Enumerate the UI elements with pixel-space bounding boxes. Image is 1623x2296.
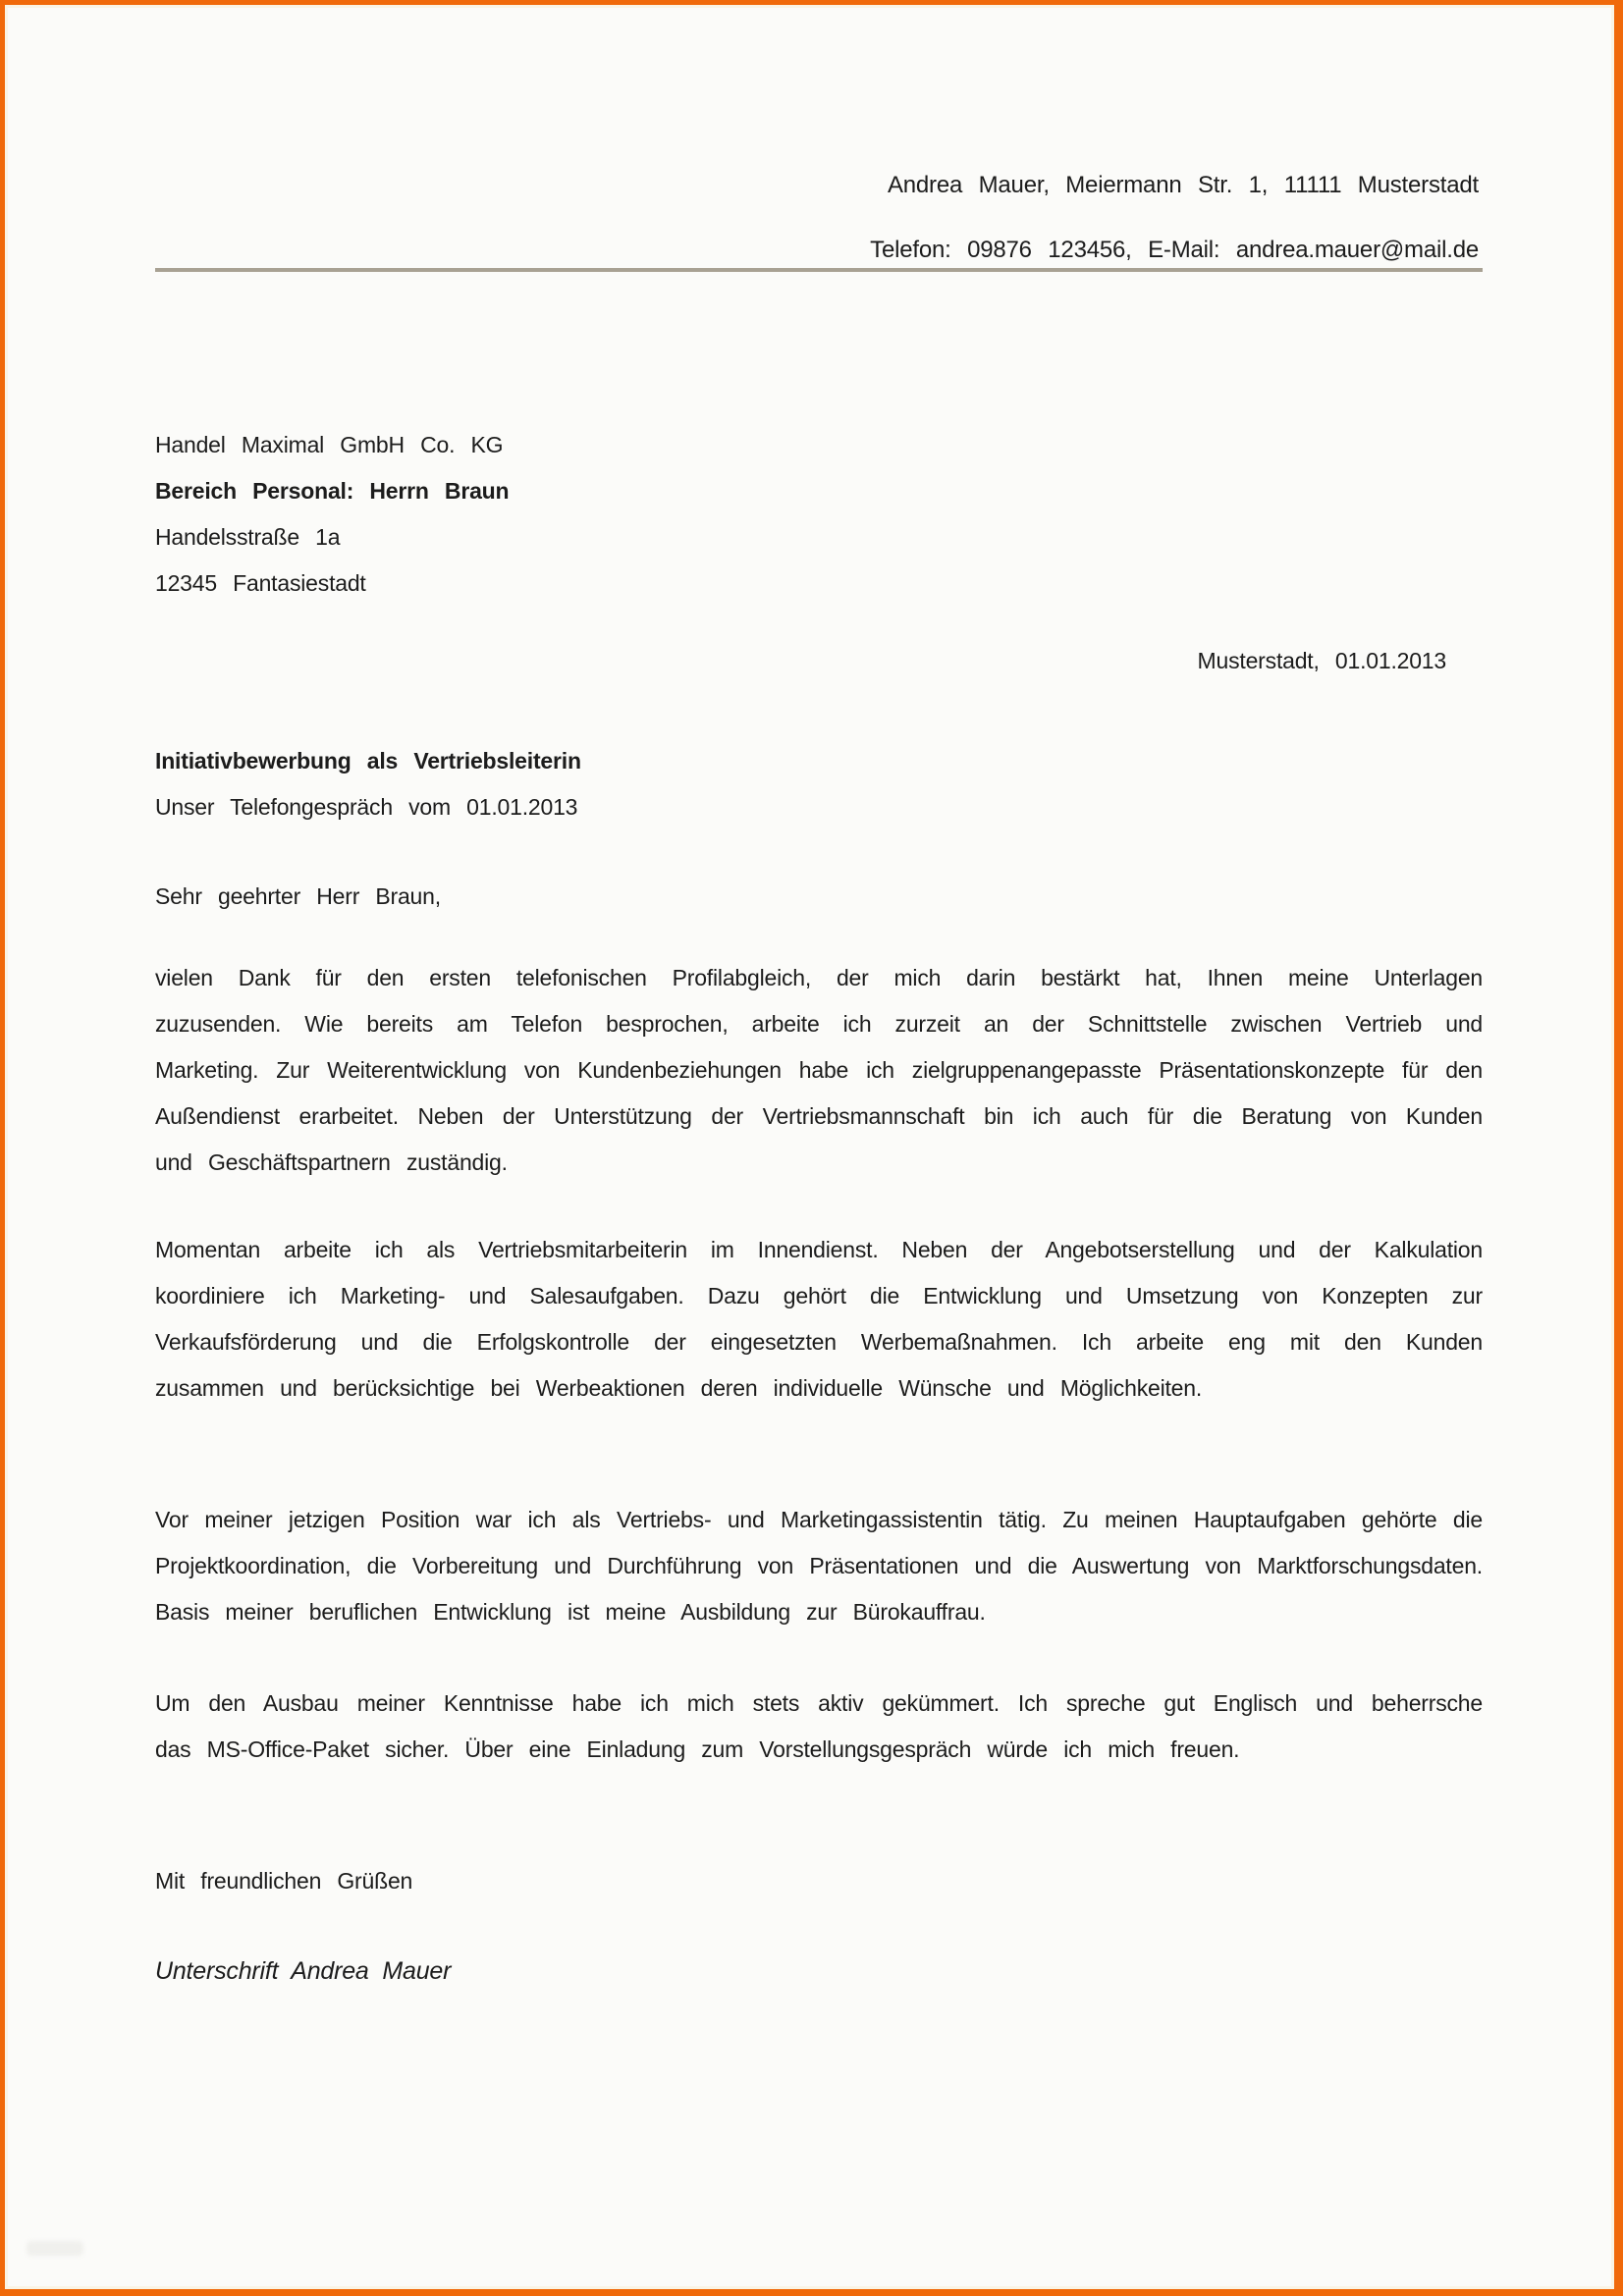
salutation: Sehr geehrter Herr Braun, bbox=[155, 883, 441, 909]
date-line: Musterstadt, 01.01.2013 bbox=[1197, 648, 1446, 673]
recipient-city: 12345 Fantasiestadt bbox=[155, 570, 366, 596]
recipient-company: Handel Maximal GmbH Co. KG bbox=[155, 432, 504, 457]
subject-title: Initiativbewerbung als Vertriebsleiterin bbox=[155, 748, 581, 774]
header-divider-rule bbox=[155, 268, 1483, 272]
sender-contact-line: Telefon: 09876 123456, E-Mail: andrea.mauer@mail.de bbox=[870, 237, 1479, 263]
subject-reference: Unser Telefongespräch vom 01.01.2013 bbox=[155, 794, 578, 820]
body-paragraph-1: vielen Dank für den ersten telefonischen Profilabgleich, der mich darin bestärkt hat, Ihnen meine Unterlagen zuzusenden. Wie bereits am Telefon besprochen, arbeite ich zurzeit an der Schnittstelle zwischen Vertrieb und Marketing. Zur Weiterentwicklung von Kundenbeziehungen habe ich zielgruppenangepasste Präsentationskonzepte für den Außendienst erarbeitet. Neben der Unterstützung der Vertriebsmannschaft bin ich auch für die Beratung von Kunden und Geschäftspartnern zuständig. bbox=[155, 965, 1483, 1175]
body-paragraph-4: Um den Ausbau meiner Kenntnisse habe ich mich stets aktiv gekümmert. Ich spreche gut Englisch und beherrsche das MS-Office-Paket sicher. Über eine Einladung zum Vorstellungsgespräch würde ich mich freuen. bbox=[155, 1690, 1483, 1762]
recipient-street: Handelsstraße 1a bbox=[155, 524, 341, 550]
recipient-department: Bereich Personal: Herrn Braun bbox=[155, 478, 510, 504]
body-paragraph-3: Vor meiner jetzigen Position war ich als Vertriebs- und Marketingassistentin tätig. Zu meinen Hauptaufgaben gehörte die Projektkoordination, die Vorbereitung und Durchführung von Präsentationen und die Auswertung von Marktforschungsdaten. Basis meiner beruflichen Entwicklung ist meine Ausbildung zur Bürokauffrau. bbox=[155, 1507, 1483, 1625]
sender-address-line: Andrea Mauer, Meiermann Str. 1, 11111 Musterstadt bbox=[887, 172, 1479, 198]
faint-watermark-smudge bbox=[27, 2241, 83, 2256]
body-paragraph-2: Momentan arbeite ich als Vertriebsmitarbeiterin im Innendienst. Neben der Angebotserstellung und der Kalkulation koordiniere ich Marketing- und Salesaufgaben. Dazu gehört die Entwicklung und Umsetzung von Konzepten zur Verkaufsförderung und die Erfolgskontrolle der eingesetzten Werbemaßnahmen. Ich arbeite eng mit den Kunden zusammen und berücksichtige bei Werbeaktionen deren individuelle Wünsche und Möglichkeiten. bbox=[155, 1237, 1483, 1401]
signature: Unterschrift Andrea Mauer bbox=[155, 1957, 452, 1985]
recipient-block bbox=[155, 422, 509, 607]
subject-block bbox=[155, 738, 581, 830]
closing-phrase: Mit freundlichen Grüßen bbox=[155, 1868, 413, 1894]
